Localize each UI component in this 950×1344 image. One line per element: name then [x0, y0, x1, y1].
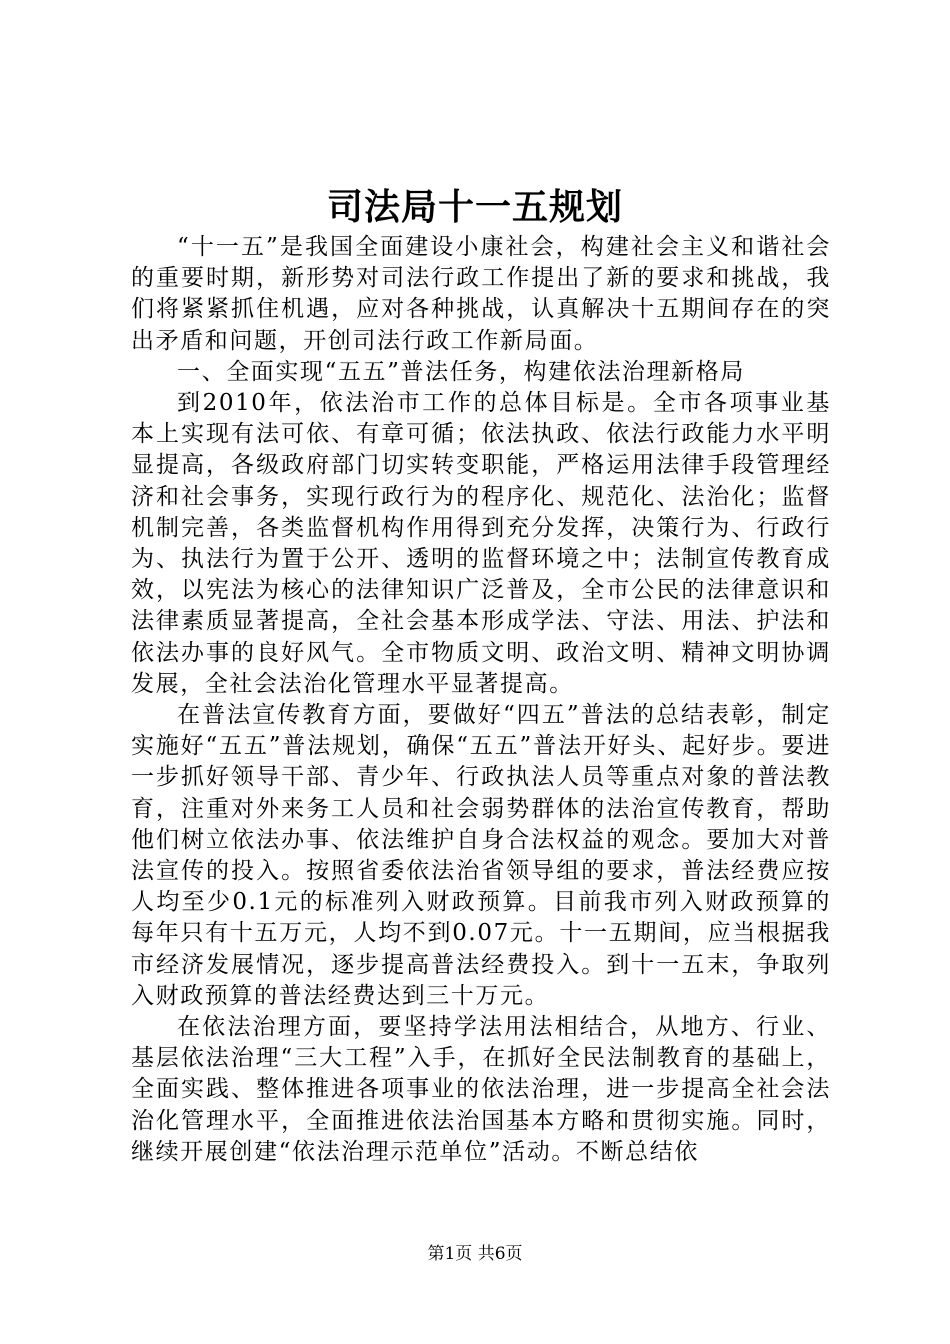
page-footer: 第1页 共6页 — [427, 1244, 523, 1264]
paragraph-goals: 到2010年，依法治市工作的总体目标是。全市各项事业基本上实现有法可依、有章可循；依法执政、依法行政能力水平明显提高，各级政府部门切实转变职能，严格运用法律手段管理经济和社会事务，实现行政行为的程序化、规范化、法治化；监督机制完善，各类监督机构作用得到充分发挥，决策行为、行政行为、执法行为置于公开、透明的监督环境之中；法制宣传教育成效，以宪法为核心的法律知识广泛普及，全市公民的法律意识和法律素质显著提高，全社会基本形成学法、守法、用法、护法和依法办事的良好风气。全市物质文明、政治文明、精神文明协调发展，全社会法治化管理水平显著提高。 — [131, 390, 831, 697]
paragraph-governance: 在依法治理方面，要坚持学法用法相结合，从地方、行业、基层依法治理“三大工程”入手，在抓好全民法制教育的基础上，全面实践、整体推进各项事业的依法治理，进一步提高全社会法治化管理水平，全面推进依法治国基本方略和贯彻实施。同时，继续开展创建“依法治理示范单位”活动。不断总结依 — [131, 1014, 831, 1165]
document-body — [131, 232, 831, 1168]
document-title: 司法局十一五规划 — [326, 186, 623, 228]
paragraph-intro: “十一五”是我国全面建设小康社会，构建社会主义和谐社会的重要时期，新形势对司法行政工作提出了新的要求和挑战，我们将紧紧抓住机遇，应对各种挑战，认真解决十五期间存在的突出矛盾和问题，开创司法行政工作新局面。 — [131, 234, 831, 354]
section-heading-1: 一、全面实现“五五”普法任务，构建依法治理新格局 — [177, 358, 745, 385]
paragraph-legal-education: 在普法宣传教育方面，要做好“四五”普法的总结表彰，制定实施好“五五”普法规划，确保“五五”普法开好头、起好步。要进一步抓好领导干部、青少年、行政执法人员等重点对象的普法教育，注重对外来务工人员和社会弱势群体的法治宣传教育，帮助他们树立依法办事、依法维护自身合法权益的观念。要加大对普法宣传的投入。按照省委依法治省领导组的要求，普法经费应按人均至少0.1元的标准列入财政预算。目前我市列入财政预算的每年只有十五万元，人均不到0.07元。十一五期间，应当根据我市经济发展情况，逐步提高普法经费投入。到十一五末，争取列入财政预算的普法经费达到三十万元。 — [131, 702, 831, 1009]
